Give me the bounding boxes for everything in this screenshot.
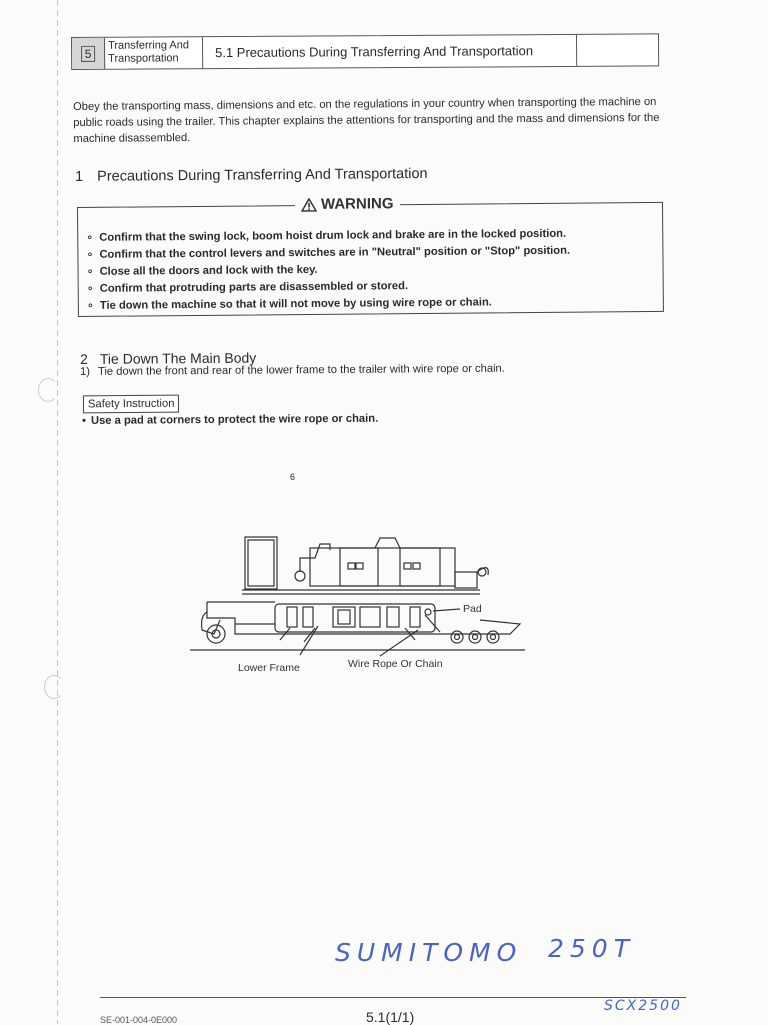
warning-item: ∘ Confirm that protruding parts are disassembled or stored. — [87, 276, 663, 298]
handwritten-note: 250T — [548, 934, 635, 963]
section-number-cell — [72, 38, 105, 69]
section-number: 5 — [81, 45, 96, 61]
section-name-cell — [105, 37, 203, 69]
warning-title: WARNING — [320, 195, 394, 213]
section-1-title: Precautions During Transferring And Transportation — [97, 165, 428, 185]
step-1-text: Tie down the front and rear of the lower frame to the trailer with wire rope or chain. — [97, 362, 505, 378]
header-blank-cell — [577, 34, 658, 65]
safety-item — [82, 413, 378, 427]
warning-item: ∘ Confirm that the control levers and switches are in "Neutral" position or "Stop" position. — [86, 242, 662, 264]
punch-hole-mark — [44, 675, 64, 699]
step-1 — [80, 363, 505, 378]
warning-box — [77, 195, 664, 317]
warning-item: ∘ Confirm that the swing lock, boom hoist drum lock and brake are in the locked position. — [86, 225, 662, 247]
header-table — [71, 33, 659, 70]
page-number: 5.1(1/1) — [366, 1009, 415, 1025]
warning-item: ∘ Close all the doors and lock with the key. — [86, 259, 662, 281]
section-1-heading — [75, 166, 428, 185]
document-code: SE-001-004-0E000 — [100, 1015, 178, 1025]
crane-on-trailer-illustration — [190, 520, 530, 680]
warning-triangle-icon — [301, 197, 317, 211]
pad-label: Pad — [463, 603, 482, 615]
section-name-line: Transportation — [108, 52, 179, 65]
footer-rule — [100, 997, 686, 998]
warning-heading — [295, 195, 400, 213]
stray-mark: 6 — [290, 472, 296, 482]
section-1-number: 1 — [75, 168, 84, 185]
intro-paragraph: Obey the transporting mass, dimensions and etc. on the regulations in your country when transporting the machine on public roads using the trailer. This chapter explains the attentions for transporting and the mass and dimensions for the machine disassembled. — [73, 95, 660, 145]
lower-frame-label: Lower Frame — [238, 662, 300, 674]
safety-instruction-label: Safety Instruction — [83, 395, 180, 414]
punch-hole-mark — [38, 378, 58, 402]
safety-item-text: Use a pad at corners to protect the wire rope or chain. — [90, 412, 379, 427]
section-name-line: Transferring And — [108, 39, 190, 52]
wire-rope-label: Wire Rope Or Chain — [348, 658, 443, 670]
warning-list — [78, 203, 663, 315]
section-2-number: 2 — [80, 350, 88, 367]
warning-item: ∘ Tie down the machine so that it will not move by using wire rope or chain. — [87, 293, 663, 315]
handwritten-note: SUMITOMO — [335, 938, 523, 967]
binding-margin-line — [57, 0, 58, 1024]
page-title: 5.1 Precautions During Transferring And Transportation — [203, 35, 577, 68]
handwritten-model: SCX2500 — [604, 998, 682, 1014]
bullet-icon: • — [82, 414, 87, 427]
step-1-number: 1) — [80, 365, 91, 378]
trailer-tie-down-figure — [190, 520, 530, 680]
section-2-title: Tie Down The Main Body — [99, 349, 257, 367]
